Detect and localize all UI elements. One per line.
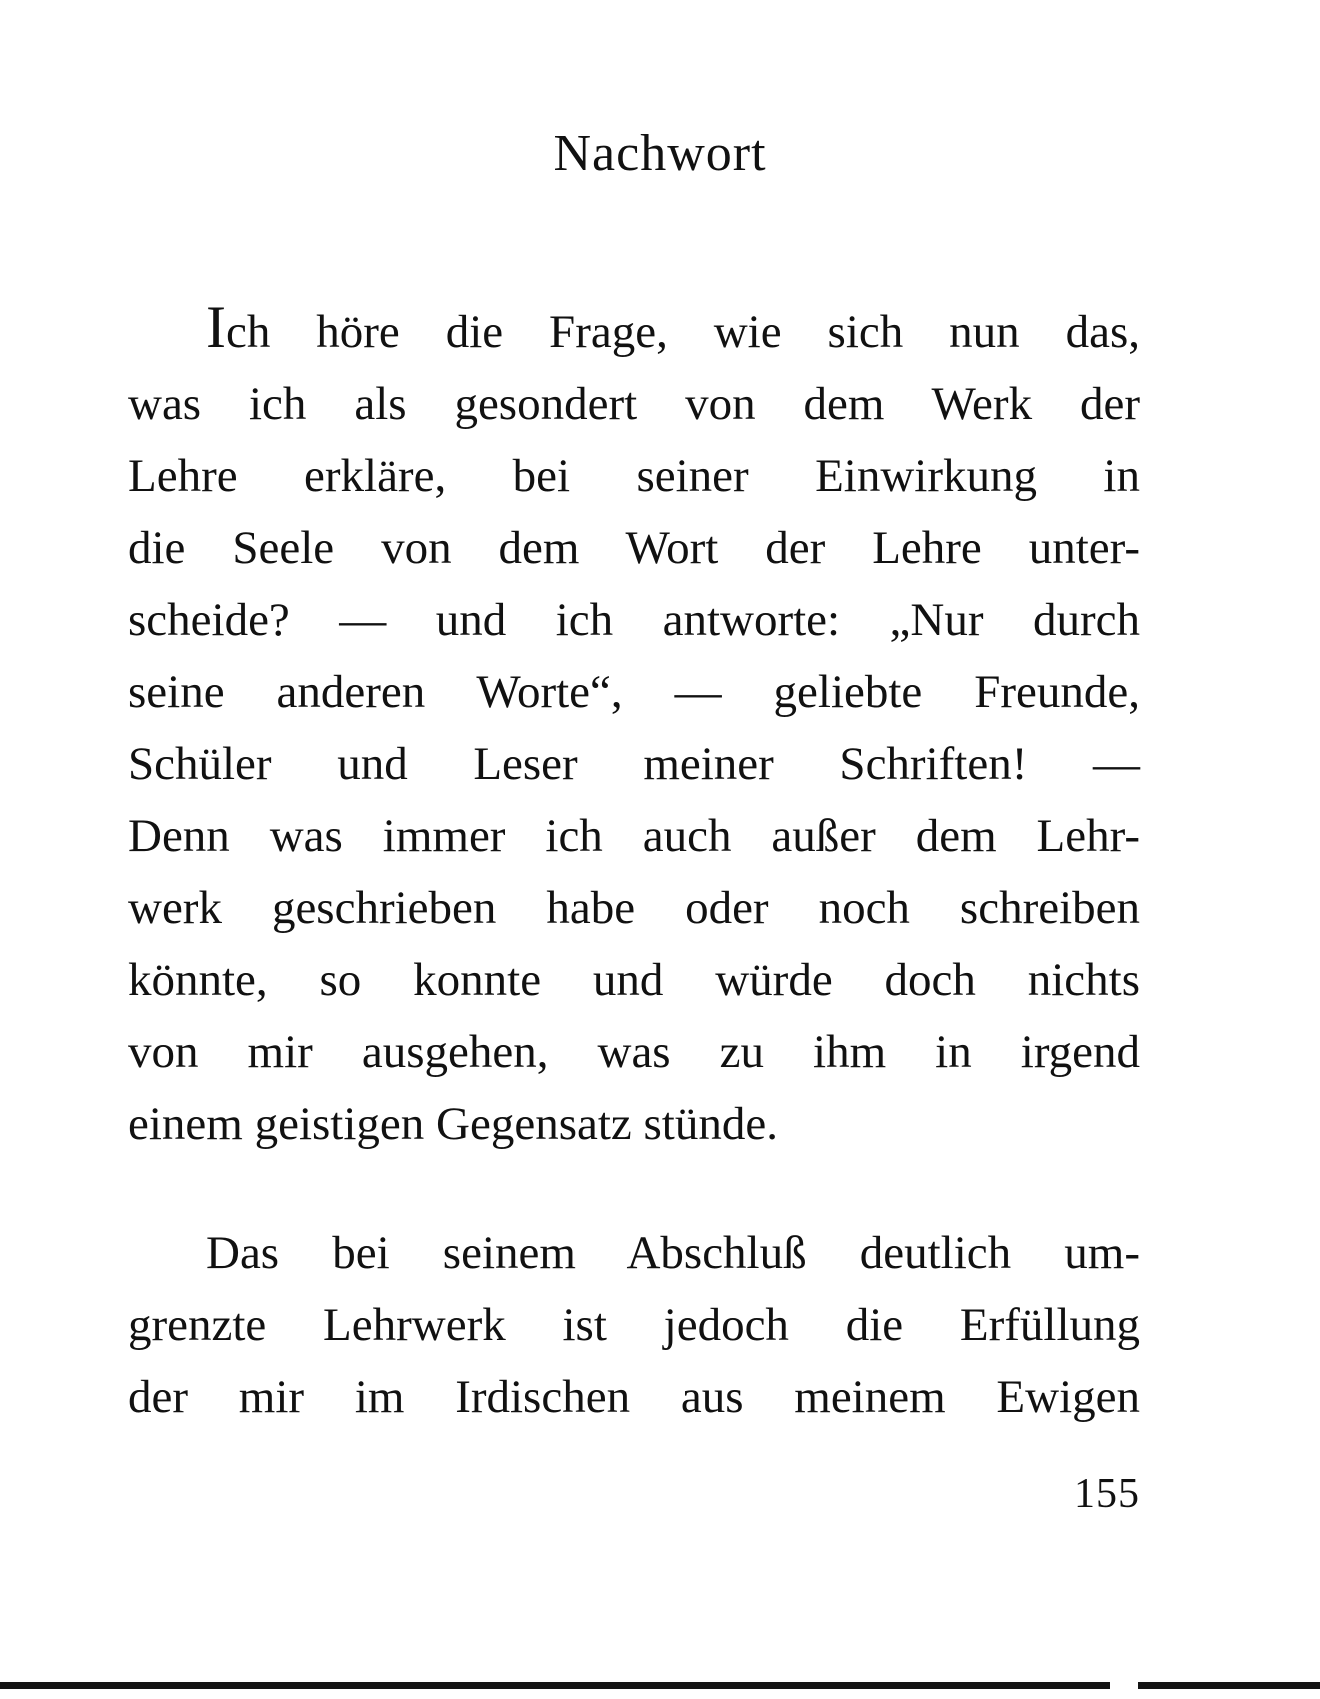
- text-line: grenzte Lehrwerk ist jedoch die Erfüllung: [128, 1299, 1140, 1351]
- text-line: Denn was immer ich auch außer dem Lehr-: [128, 810, 1140, 862]
- paragraph-1: [128, 296, 1140, 1160]
- text-line: einem geistigen Gegensatz stünde.: [128, 1098, 778, 1150]
- text-line: Schüler und Leser meiner Schriften! —: [128, 738, 1140, 790]
- text-line: Lehre erkläre, bei seiner Einwirkung in: [128, 450, 1140, 502]
- page-title: Nachwort: [553, 125, 767, 182]
- drop-cap: I: [206, 294, 226, 360]
- text-line: die Seele von dem Wort der Lehre unter-: [128, 522, 1140, 574]
- text-line: der mir im Irdischen aus meinem Ewigen: [128, 1371, 1140, 1423]
- text-line: seine anderen Worte“, — geliebte Freunde,: [128, 666, 1140, 718]
- text-line: könnte, so konnte und würde doch nichts: [128, 954, 1140, 1006]
- page-number: 155: [1074, 1471, 1140, 1517]
- text-line: von mir ausgehen, was zu ihm in irgend: [128, 1026, 1140, 1078]
- text-line: Das bei seinem Abschluß deutlich um-: [206, 1227, 1140, 1279]
- text-line: was ich als gesondert von dem Werk der: [128, 378, 1140, 430]
- text-line: scheide? — und ich antworte: „Nur durch: [128, 594, 1140, 646]
- text-line: werk geschrieben habe oder noch schreiben: [128, 882, 1140, 934]
- scan-edge-gap: [1110, 1682, 1138, 1689]
- paragraph-2: [128, 1217, 1140, 1433]
- text-line: Ich höre die Frage, wie sich nun das,: [206, 294, 1140, 360]
